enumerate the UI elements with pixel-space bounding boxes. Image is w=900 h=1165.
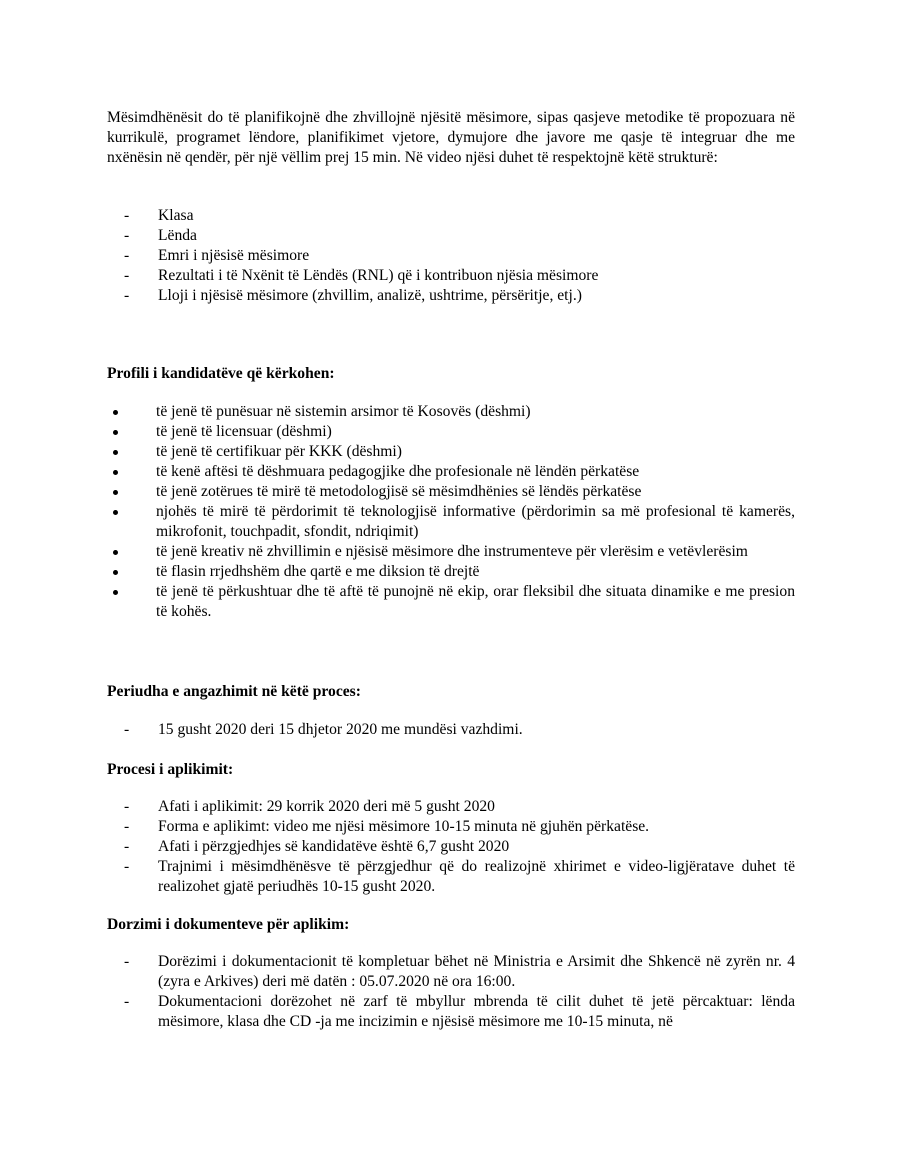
structure-list — [124, 206, 795, 306]
profile-heading: Profili i kandidatëve që kërkohen: — [107, 365, 335, 382]
list-item: njohës të mirë të përdorimit të teknologjisë informative (përdorimin sa më profesional të kamerës, mikrofonit, touchpadit, sfondit, ndriqimit) — [106, 502, 795, 542]
period-heading: Periudha e angazhimit në këtë proces: — [107, 683, 361, 700]
list-item: të jenë të punësuar në sistemin arsimor të Kosovës (dëshmi) — [106, 402, 795, 422]
list-item: të jenë kreativ në zhvillimin e njësisë mësimore dhe instrumenteve për vlerësim e vetëvlerësim — [106, 542, 795, 562]
list-item: të jenë të certifikuar për KKK (dëshmi) — [106, 442, 795, 462]
application-list — [124, 797, 795, 897]
profile-list — [106, 402, 795, 622]
documents-list — [124, 952, 795, 1032]
list-item: - Afati i përzgjedhjes së kandidatëve është 6,7 gusht 2020 — [124, 837, 795, 857]
documents-heading: Dorzimi i dokumenteve për aplikim: — [107, 916, 350, 933]
list-item: - Klasa — [124, 206, 795, 226]
application-heading: Procesi i aplikimit: — [107, 761, 234, 778]
list-item: të flasin rrjedhshëm dhe qartë e me diksion të drejtë — [106, 562, 795, 582]
list-item: - Emri i njësisë mësimore — [124, 246, 795, 266]
list-item: - Trajnimi i mësimdhënësve të përzgjedhur që do realizojnë xhirimet e video-ligjëratave duhet të realizohet gjatë periudhës 10-15 gusht 2020. — [124, 857, 795, 897]
intro-paragraph: Mësimdhënësit do të planifikojnë dhe zhvillojnë njësitë mësimore, sipas qasjeve metodike të propozuara në kurrikulë, programet lëndore, planifikimet vjetore, dymujore dhe javore me qasje të integruar dhe me nxënësin në qendër, për një vëllim prej 15 min. Në video njësi duhet të respektojnë këtë strukturë: — [107, 109, 795, 166]
list-item: - Lënda — [124, 226, 795, 246]
period-list — [124, 720, 795, 740]
list-item: - Forma e aplikimt: video me njësi mësimore 10-15 minuta në gjuhën përkatëse. — [124, 817, 795, 837]
list-item: të jenë zotërues të mirë të metodologjisë së mësimdhënies së lëndës përkatëse — [106, 482, 795, 502]
list-item: - Dokumentacioni dorëzohet në zarf të mbyllur mbrenda të cilit duhet të jetë përcaktuar: lënda mësimore, klasa dhe CD -ja me incizimin e njësisë mësimore me 10-15 minuta, në — [124, 992, 795, 1032]
list-item: - 15 gusht 2020 deri 15 dhjetor 2020 me mundësi vazhdimi. — [124, 720, 795, 740]
list-item: të kenë aftësi të dëshmuara pedagogjike dhe profesionale në lëndën përkatëse — [106, 462, 795, 482]
list-item: - Lloji i njësisë mësimore (zhvillim, analizë, ushtrime, përsëritje, etj.) — [124, 286, 795, 306]
list-item: të jenë të licensuar (dëshmi) — [106, 422, 795, 442]
list-item: - Afati i aplikimit: 29 korrik 2020 deri më 5 gusht 2020 — [124, 797, 795, 817]
list-item: - Rezultati i të Nxënit të Lëndës (RNL) që i kontribuon njësia mësimore — [124, 266, 795, 286]
list-item: - Dorëzimi i dokumentacionit të kompletuar bëhet në Ministria e Arsimit dhe Shkencë në zyrën nr. 4 (zyra e Arkives) deri më datën : 05.07.2020 në ora 16:00. — [124, 952, 795, 992]
list-item: të jenë të përkushtuar dhe të aftë të punojnë në ekip, orar fleksibil dhe situata dinamike e me presion të kohës. — [106, 582, 795, 622]
